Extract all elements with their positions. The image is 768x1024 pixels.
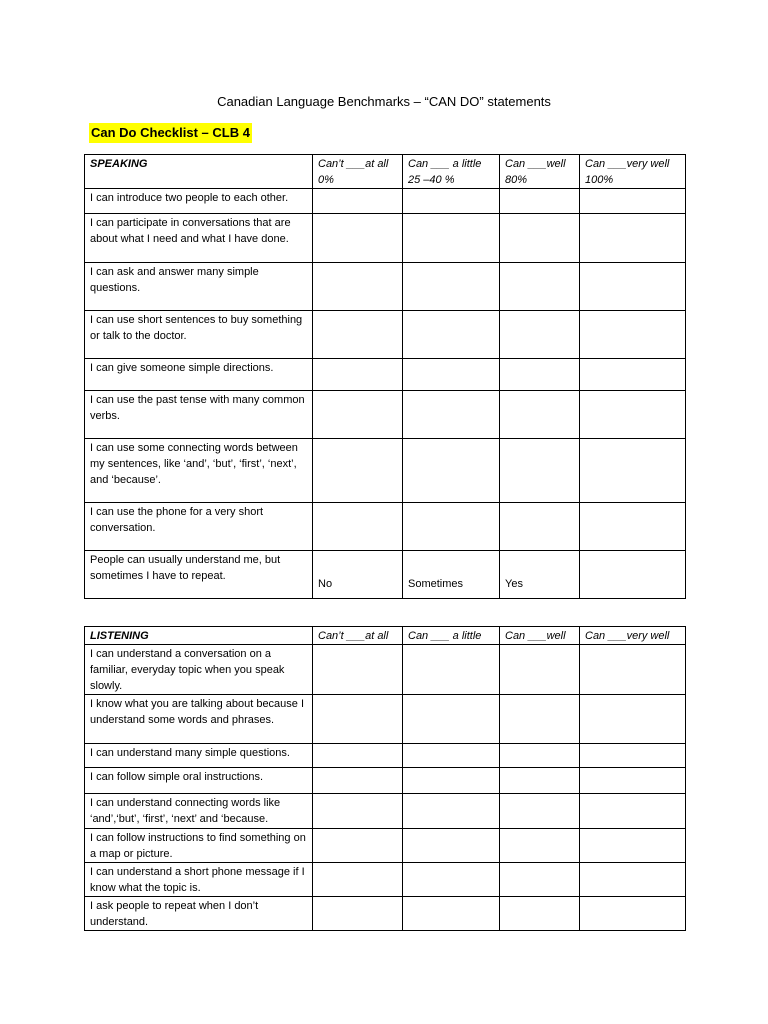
listening-header-little: Can ___ a little xyxy=(403,627,500,645)
rating-cell[interactable] xyxy=(403,391,500,439)
rating-cell[interactable] xyxy=(403,897,500,931)
rating-cell[interactable] xyxy=(403,695,500,744)
document-title: Canadian Language Benchmarks – “CAN DO” statements xyxy=(217,94,551,109)
statement-cell: I can use some connecting words between my sentences, like ‘and’, ‘but’, ‘first’, ‘next’, and ‘because’. xyxy=(85,439,313,503)
rating-cell[interactable] xyxy=(403,311,500,359)
rating-cell[interactable] xyxy=(580,551,686,599)
rating-cell[interactable] xyxy=(500,863,580,897)
answer-yes[interactable]: Yes xyxy=(500,551,580,599)
listening-header-row xyxy=(85,627,686,645)
speaking-header-very-well: Can ___very well 100% xyxy=(580,155,686,189)
rating-cell[interactable] xyxy=(403,768,500,794)
table-row xyxy=(85,214,686,263)
rating-cell[interactable] xyxy=(500,503,580,551)
answer-sometimes[interactable]: Sometimes xyxy=(403,551,500,599)
rating-cell[interactable] xyxy=(313,359,403,391)
statement-cell: I know what you are talking about because I understand some words and phrases. xyxy=(85,695,313,744)
rating-cell[interactable] xyxy=(313,391,403,439)
rating-cell[interactable] xyxy=(580,503,686,551)
answer-no[interactable]: No xyxy=(313,551,403,599)
rating-cell[interactable] xyxy=(580,439,686,503)
rating-cell[interactable] xyxy=(313,311,403,359)
rating-cell[interactable] xyxy=(313,263,403,311)
table-row xyxy=(85,439,686,503)
table-row xyxy=(85,189,686,214)
rating-cell[interactable] xyxy=(580,263,686,311)
rating-cell[interactable] xyxy=(580,645,686,695)
statement-cell: I can understand a short phone message if I know what the topic is. xyxy=(85,863,313,897)
rating-cell[interactable] xyxy=(500,645,580,695)
rating-cell[interactable] xyxy=(500,829,580,863)
rating-cell[interactable] xyxy=(580,189,686,214)
table-row xyxy=(85,359,686,391)
table-row xyxy=(85,897,686,931)
rating-cell[interactable] xyxy=(403,503,500,551)
table-row xyxy=(85,551,686,599)
table-row xyxy=(85,794,686,829)
statement-cell: I can understand many simple questions. xyxy=(85,744,313,768)
rating-cell[interactable] xyxy=(500,439,580,503)
rating-cell[interactable] xyxy=(313,439,403,503)
rating-cell[interactable] xyxy=(580,829,686,863)
rating-cell[interactable] xyxy=(313,503,403,551)
listening-header-very-well: Can ___very well xyxy=(580,627,686,645)
table-row xyxy=(85,263,686,311)
rating-cell[interactable] xyxy=(313,768,403,794)
checklist-subtitle: Can Do Checklist – CLB 4 xyxy=(89,123,252,143)
table-row xyxy=(85,391,686,439)
rating-cell[interactable] xyxy=(403,744,500,768)
statement-cell: I can use short sentences to buy something or talk to the doctor. xyxy=(85,311,313,359)
table-row xyxy=(85,744,686,768)
statement-cell: I can follow instructions to find something on a map or picture. xyxy=(85,829,313,863)
rating-cell[interactable] xyxy=(403,863,500,897)
table-row xyxy=(85,503,686,551)
speaking-header-little: Can ___ a little 25 –40 % xyxy=(403,155,500,189)
listening-category-label: LISTENING xyxy=(85,627,313,645)
rating-cell[interactable] xyxy=(580,897,686,931)
table-row xyxy=(85,829,686,863)
speaking-header-row xyxy=(85,155,686,189)
rating-cell[interactable] xyxy=(313,214,403,263)
rating-cell[interactable] xyxy=(580,695,686,744)
rating-cell[interactable] xyxy=(403,263,500,311)
rating-cell[interactable] xyxy=(500,359,580,391)
rating-cell[interactable] xyxy=(500,214,580,263)
statement-cell: I can give someone simple directions. xyxy=(85,359,313,391)
rating-cell[interactable] xyxy=(313,829,403,863)
rating-cell[interactable] xyxy=(313,189,403,214)
rating-cell[interactable] xyxy=(580,391,686,439)
listening-header-well: Can ___well xyxy=(500,627,580,645)
rating-cell[interactable] xyxy=(403,829,500,863)
rating-cell[interactable] xyxy=(403,439,500,503)
statement-cell: I ask people to repeat when I don’t understand. xyxy=(85,897,313,931)
rating-cell[interactable] xyxy=(403,214,500,263)
rating-cell[interactable] xyxy=(580,744,686,768)
rating-cell[interactable] xyxy=(500,768,580,794)
table-row xyxy=(85,645,686,695)
rating-cell[interactable] xyxy=(313,744,403,768)
rating-cell[interactable] xyxy=(500,695,580,744)
listening-header-cant: Can’t ___at all xyxy=(313,627,403,645)
speaking-header-cant: Can’t ___at all 0% xyxy=(313,155,403,189)
speaking-table xyxy=(84,154,686,599)
statement-cell: I can ask and answer many simple questions. xyxy=(85,263,313,311)
rating-cell[interactable] xyxy=(580,768,686,794)
statement-cell: People can usually understand me, but sometimes I have to repeat. xyxy=(85,551,313,599)
rating-cell[interactable] xyxy=(580,794,686,829)
statement-cell: I can follow simple oral instructions. xyxy=(85,768,313,794)
rating-cell[interactable] xyxy=(580,359,686,391)
rating-cell[interactable] xyxy=(580,863,686,897)
table-row xyxy=(85,311,686,359)
rating-cell[interactable] xyxy=(500,391,580,439)
speaking-category-label: SPEAKING xyxy=(85,155,313,189)
rating-cell[interactable] xyxy=(313,794,403,829)
rating-cell[interactable] xyxy=(500,897,580,931)
statement-cell: I can use the past tense with many common verbs. xyxy=(85,391,313,439)
rating-cell[interactable] xyxy=(403,794,500,829)
rating-cell[interactable] xyxy=(500,744,580,768)
statement-cell: I can understand a conversation on a familiar, everyday topic when you speak slowly. xyxy=(85,645,313,695)
rating-cell[interactable] xyxy=(500,794,580,829)
table-row xyxy=(85,768,686,794)
rating-cell[interactable] xyxy=(313,645,403,695)
statement-cell: I can introduce two people to each other. xyxy=(85,189,313,214)
rating-cell[interactable] xyxy=(403,189,500,214)
statement-cell: I can use the phone for a very short conversation. xyxy=(85,503,313,551)
rating-cell[interactable] xyxy=(580,214,686,263)
rating-cell[interactable] xyxy=(313,863,403,897)
rating-cell[interactable] xyxy=(500,263,580,311)
rating-cell[interactable] xyxy=(313,897,403,931)
statement-cell: I can participate in conversations that are about what I need and what I have done. xyxy=(85,214,313,263)
rating-cell[interactable] xyxy=(500,311,580,359)
statement-cell: I can understand connecting words like ‘and’,‘but’, ‘first’, ‘next’ and ‘because. xyxy=(85,794,313,829)
table-row xyxy=(85,695,686,744)
table-row xyxy=(85,863,686,897)
listening-table xyxy=(84,626,686,931)
rating-cell[interactable] xyxy=(580,311,686,359)
rating-cell[interactable] xyxy=(313,695,403,744)
rating-cell[interactable] xyxy=(403,645,500,695)
rating-cell[interactable] xyxy=(500,189,580,214)
rating-cell[interactable] xyxy=(403,359,500,391)
speaking-header-well: Can ___well 80% xyxy=(500,155,580,189)
